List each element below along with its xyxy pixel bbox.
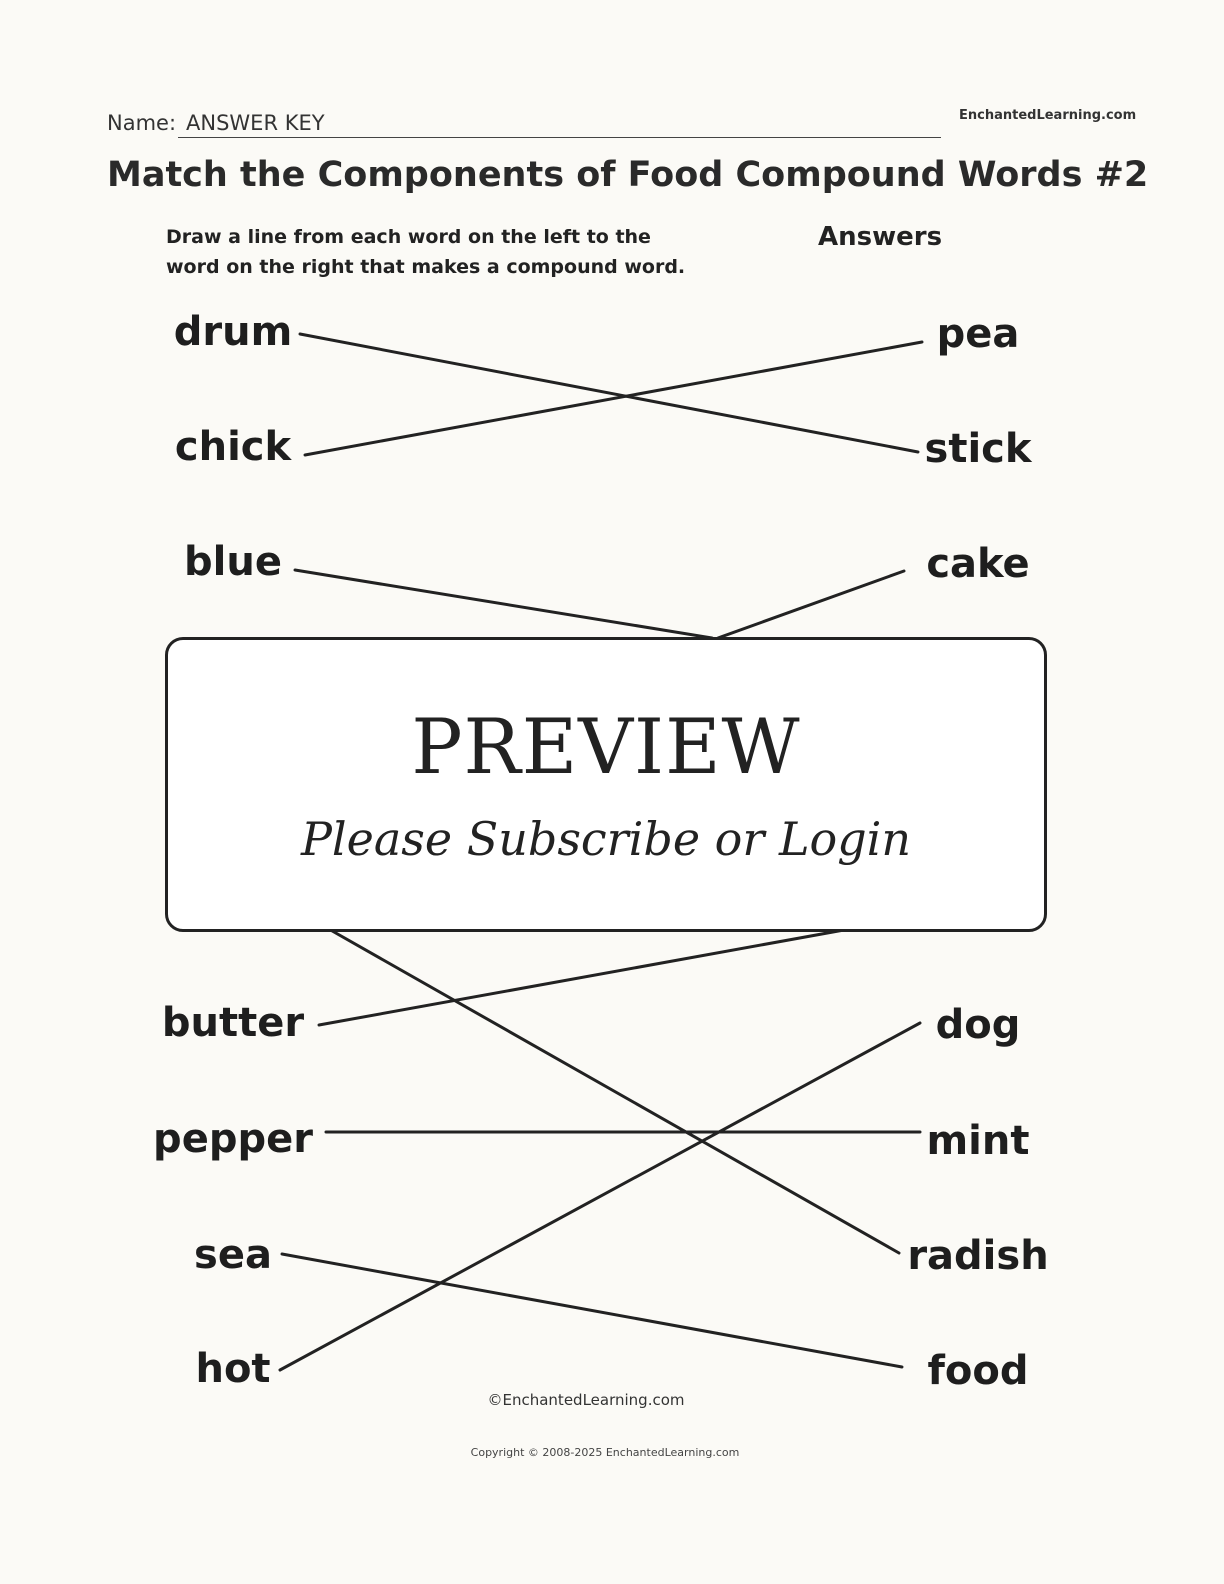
site-brand: EnchantedLearning.com <box>959 108 1137 123</box>
answer-line-sea-food <box>282 1254 902 1367</box>
answer-line-hidden-radish <box>327 928 899 1253</box>
left-word-sea: sea <box>194 1232 272 1278</box>
instructions-line-1: Draw a line from each word on the left to the <box>166 226 651 248</box>
right-word-pea: pea <box>936 311 1020 357</box>
left-word-blue: blue <box>184 539 282 585</box>
answer-line-chick-pea <box>305 342 922 455</box>
answer-line-blue-hidden <box>295 570 712 638</box>
right-word-mint: mint <box>926 1118 1030 1164</box>
answers-label: Answers <box>818 222 943 252</box>
right-word-food: food <box>927 1348 1029 1394</box>
left-word-hot: hot <box>195 1346 271 1392</box>
right-word-radish: radish <box>907 1233 1049 1279</box>
right-word-stick: stick <box>924 426 1032 472</box>
page-footer-copyright: Copyright © 2008-2025 EnchantedLearning.com <box>470 1446 740 1459</box>
answer-line-drum-stick <box>300 334 918 452</box>
name-label: Name: <box>107 111 177 135</box>
name-value: ANSWER KEY <box>186 111 325 135</box>
left-word-pepper: pepper <box>153 1116 313 1162</box>
preview-title: PREVIEW <box>411 702 801 791</box>
subscribe-login-prompt[interactable]: Please Subscribe or Login <box>300 812 912 866</box>
preview-overlay[interactable] <box>165 637 1047 932</box>
left-word-drum: drum <box>173 309 293 355</box>
instructions-line-2: word on the right that makes a compound word. <box>166 256 686 278</box>
right-word-cake: cake <box>926 541 1030 587</box>
left-word-chick: chick <box>174 424 292 470</box>
answer-line-butter-hidden <box>319 928 855 1025</box>
left-word-butter: butter <box>161 1000 305 1046</box>
right-word-dog: dog <box>935 1002 1021 1048</box>
answer-line-hot-dog <box>280 1023 920 1370</box>
worksheet-copyright: ©EnchantedLearning.com <box>487 1391 685 1409</box>
worksheet-title: Match the Components of Food Compound Words #2 <box>107 155 1149 195</box>
answer-line-cake-hidden <box>718 571 904 638</box>
